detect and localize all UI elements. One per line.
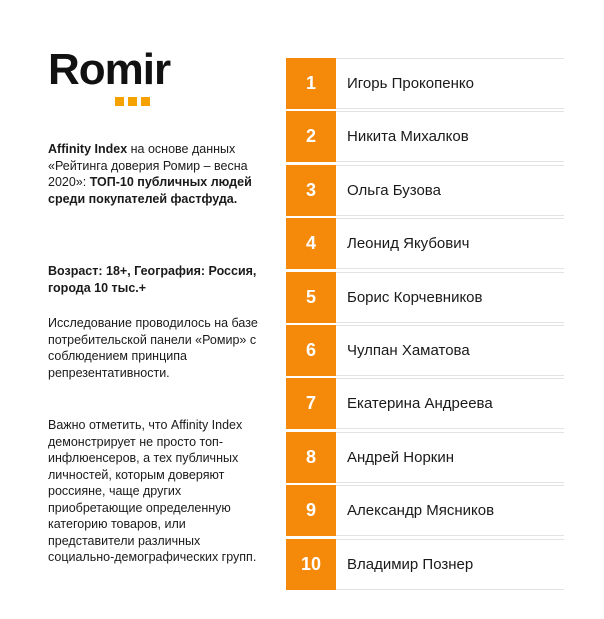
logo-dots — [115, 97, 150, 106]
rank-number-badge: 7 — [286, 378, 336, 429]
person-name: Борис Корчевников — [347, 288, 483, 306]
intro-bold-top10: ТОП-10 публичных людей среди покупателей фастфуда. — [48, 175, 252, 206]
left-column — [48, 45, 268, 564]
ranking-list — [286, 58, 564, 592]
logo-dot — [128, 97, 137, 106]
logo-dot — [141, 97, 150, 106]
logo-dot — [115, 97, 124, 106]
rank-number-badge: 4 — [286, 218, 336, 269]
row-divider — [336, 268, 564, 269]
rank-number-badge: 1 — [286, 58, 336, 109]
ranking-row — [286, 272, 564, 325]
person-name: Александр Мясников — [347, 502, 495, 520]
ranking-row — [286, 58, 564, 111]
row-divider — [336, 535, 564, 536]
intro-bold-affinity: Affinity Index — [48, 142, 128, 156]
row-divider — [336, 589, 564, 590]
person-name: Екатерина Андреева — [347, 395, 493, 413]
person-name: Леонид Якубович — [347, 235, 470, 253]
rank-number-badge: 3 — [286, 165, 336, 216]
intro-text: на основе данных «Рейтинга доверия Ромир – весна 2020»: — [48, 142, 248, 189]
method-paragraph: Исследование проводилось на базе потребительской панели «Ромир» с соблюдением принципа репрезентативности. — [48, 316, 258, 380]
rank-number-badge: 10 — [286, 539, 336, 590]
ranking-row — [286, 111, 564, 164]
person-name: Андрей Норкин — [347, 448, 455, 466]
row-divider — [336, 108, 564, 109]
row-divider — [336, 322, 564, 323]
row-divider — [336, 482, 564, 483]
rank-number-badge: 9 — [286, 485, 336, 536]
audience-paragraph: Возраст: 18+, География: Россия, города 10 тыс.+ — [48, 264, 257, 295]
logo-text: Romir — [48, 45, 171, 94]
romir-logo — [48, 45, 208, 110]
person-name: Чулпан Хаматова — [347, 341, 470, 359]
rank-number-badge: 6 — [286, 325, 336, 376]
row-divider — [336, 161, 564, 162]
rank-number-badge: 8 — [286, 432, 336, 483]
person-name: Игорь Прокопенко — [347, 75, 474, 92]
ranking-row — [286, 378, 564, 431]
ranking-row — [286, 432, 564, 485]
ranking-row — [286, 539, 564, 592]
intro-paragraph — [48, 141, 263, 207]
rank-number-badge: 2 — [286, 111, 336, 162]
ranking-row — [286, 218, 564, 271]
person-name: Никита Михалков — [347, 128, 469, 146]
ranking-row — [286, 165, 564, 218]
rank-number-badge: 5 — [286, 272, 336, 323]
person-name: Владимир Познер — [347, 555, 474, 573]
row-divider — [336, 215, 564, 216]
row-divider — [336, 375, 564, 376]
row-divider — [336, 428, 564, 429]
ranking-row — [286, 485, 564, 538]
ranking-row — [286, 325, 564, 378]
person-name: Ольга Бузова — [347, 181, 441, 199]
note-paragraph: Важно отметить, что Affinity Index демонстрирует не просто топ-инфлюенсеров, а тех публичных личностей, которым доверяют россияне, чаще других приобретающие определенную категорию товаров, или представители различных социально-демографических групп. — [48, 418, 257, 564]
